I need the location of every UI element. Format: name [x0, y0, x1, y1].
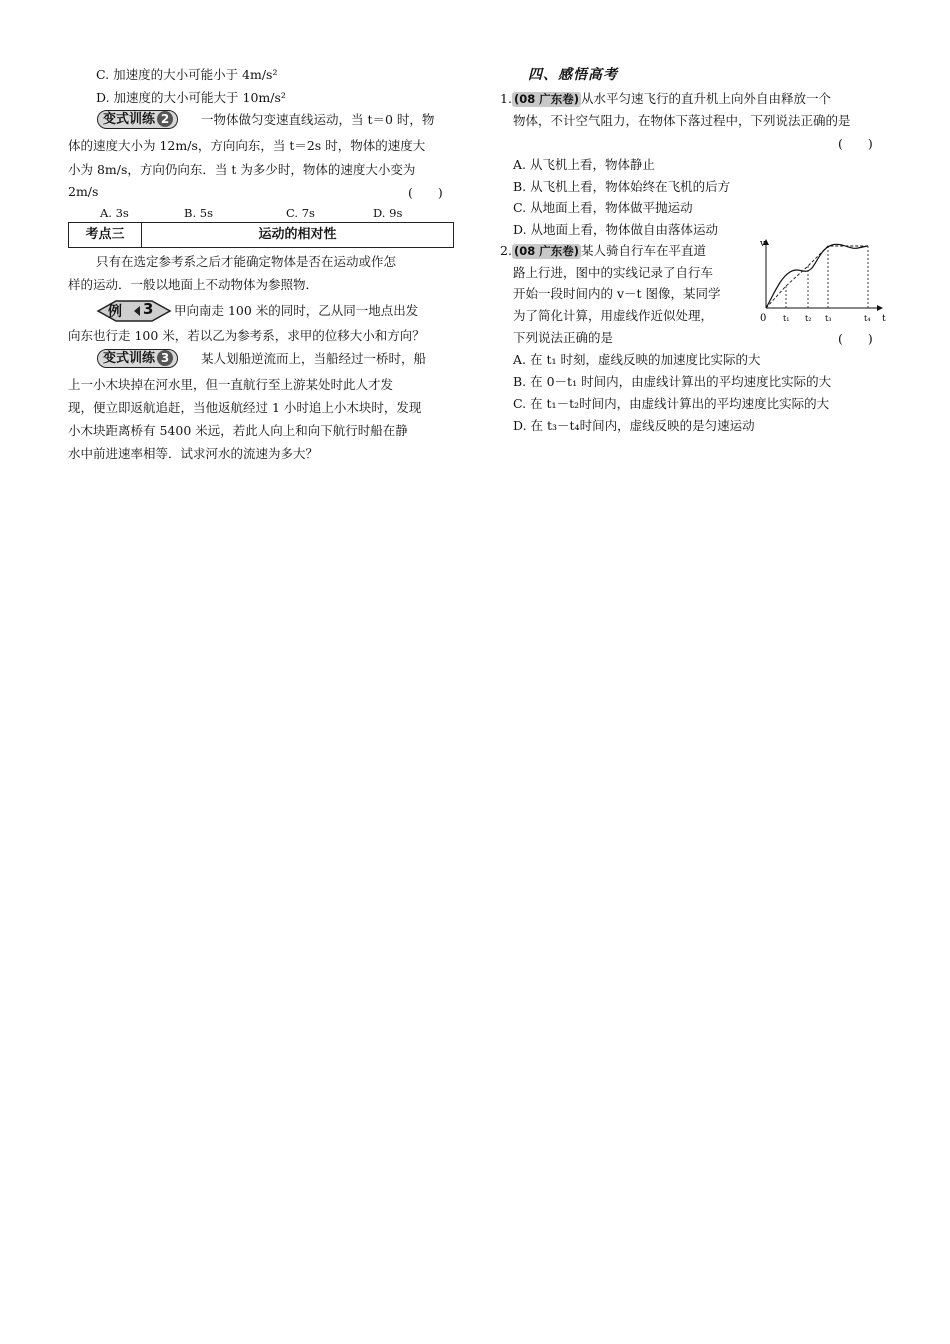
- q1-option-d: D. 从地面上看，物体做自由落体运动: [513, 222, 719, 237]
- variant2-line-4: 2m/s: [68, 184, 99, 199]
- variant2-line-3: 小为 8m/s，方向仍向东．当 t 为多少时，物体的速度大小变为: [68, 162, 416, 177]
- q2-option-b: B. 在 0－t₁ 时间内，由虚线计算出的平均速度比实际的大: [513, 374, 832, 389]
- option-c: C. 7s: [286, 206, 315, 220]
- q1-line-2: 物体，不计空气阻力，在物体下落过程中，下列说法正确的是: [513, 113, 851, 128]
- q2-option-c: C. 在 t₁－t₂时间内，由虚线计算出的平均速度比实际的大: [513, 396, 830, 411]
- q2-option-d: D. 在 t₃－t₄时间内，虚线反映的是匀速运动: [513, 418, 755, 433]
- topic3-text-1: 只有在选定参考系之后才能确定物体是否在运动或作怎: [96, 254, 397, 269]
- variant2-line-1: 一物体做匀变速直线运动，当 t＝0 时，物: [201, 112, 435, 127]
- example3-line-2: 向东也行走 100 米，若以乙为参考系，求甲的位移大小和方向？: [68, 328, 425, 343]
- q1-number: 1.: [500, 91, 512, 106]
- variant3-line-4: 小木块距离桥有 5400 米远，若此人向上和向下航行时船在静: [68, 423, 408, 438]
- q2-line-4: 为了简化计算，用虚线作近似处理，: [513, 308, 714, 323]
- topic-label: 考点三: [69, 223, 142, 247]
- tick-t3: t₃: [825, 314, 832, 323]
- vt-graph-figure: [758, 236, 890, 326]
- section-title: 四、感悟高考: [528, 67, 618, 83]
- tick-t4: t₄: [864, 314, 871, 323]
- option-b: B. 5s: [184, 206, 213, 220]
- variant2-line-2: 体的速度大小为 12m/s，方向向东，当 t＝2s 时，物体的速度大: [68, 138, 426, 153]
- variant3-line-1: 某人划船逆流而上，当船经过一桥时，船: [201, 351, 427, 366]
- q2-line-2: 路上行进，图中的实线记录了自行车: [513, 265, 714, 280]
- variant3-line-3: 现，便立即返航追赶，当他返航经过 1 小时追上小木块时，发现: [68, 400, 422, 415]
- topic3-text-2: 样的运动．一般以地面上不动物体为参照物．: [68, 277, 319, 292]
- q1-option-b: B. 从飞机上看，物体始终在飞机的后方: [513, 179, 731, 194]
- origin-label: 0: [760, 313, 767, 324]
- q2-answer-blank: ( ): [838, 331, 873, 346]
- variant-training-3-badge: 变式训练 3: [97, 349, 178, 368]
- topic-header-table: [68, 222, 454, 248]
- option-a: A. 3s: [100, 206, 129, 220]
- q2-source-tag: (08 广东卷): [513, 244, 579, 258]
- option-d-prev: D. 加速度的大小可能大于 10m/s²: [96, 90, 286, 105]
- example3-line-1: 甲向南走 100 米的同时，乙从同一地点出发: [174, 303, 419, 318]
- approx-dashed-line: [766, 246, 868, 308]
- q2-option-a: A. 在 t₁ 时刻，虚线反映的加速度比实际的大: [513, 352, 761, 367]
- variant3-line-5: 水中前进速率相等．试求河水的流速为多大？: [68, 446, 319, 461]
- q2-line-5: 下列说法正确的是: [513, 330, 614, 345]
- example-3-badge: 例 3: [96, 299, 172, 326]
- q2-first-line: [500, 242, 706, 260]
- answer-blank: ( ): [408, 185, 443, 200]
- topic-title: 运动的相对性: [258, 227, 337, 242]
- tick-t1: t₁: [783, 314, 790, 323]
- q1-first-line: [500, 90, 831, 108]
- option-d: D. 9s: [373, 206, 403, 220]
- v-axis-label: v: [760, 239, 766, 249]
- q2-number: 2.: [500, 243, 512, 258]
- q1-line-1: 从水平匀速飞行的直升机上向外自由释放一个: [580, 91, 831, 106]
- q2-line-1: 某人骑自行车在平直道: [580, 243, 706, 258]
- variant3-line-2: 上一小木块掉在河水里，但一直航行至上游某处时此人才发: [68, 377, 394, 392]
- t-axis-label: t: [882, 314, 886, 324]
- q1-answer-blank: ( ): [838, 136, 873, 151]
- actual-solid-curve: [766, 244, 868, 308]
- q1-option-c: C. 从地面上看，物体做平抛运动: [513, 200, 693, 215]
- tick-t2: t₂: [805, 314, 812, 323]
- variant-training-2-badge: 变式训练 2: [97, 110, 178, 129]
- q1-source-tag: (08 广东卷): [513, 92, 579, 106]
- option-c-prev: C. 加速度的大小可能小于 4m/s²: [96, 67, 278, 82]
- q2-line-3: 开始一段时间内的 v－t 图像，某同学: [513, 286, 721, 301]
- q1-option-a: A. 从飞机上看，物体静止: [513, 157, 655, 172]
